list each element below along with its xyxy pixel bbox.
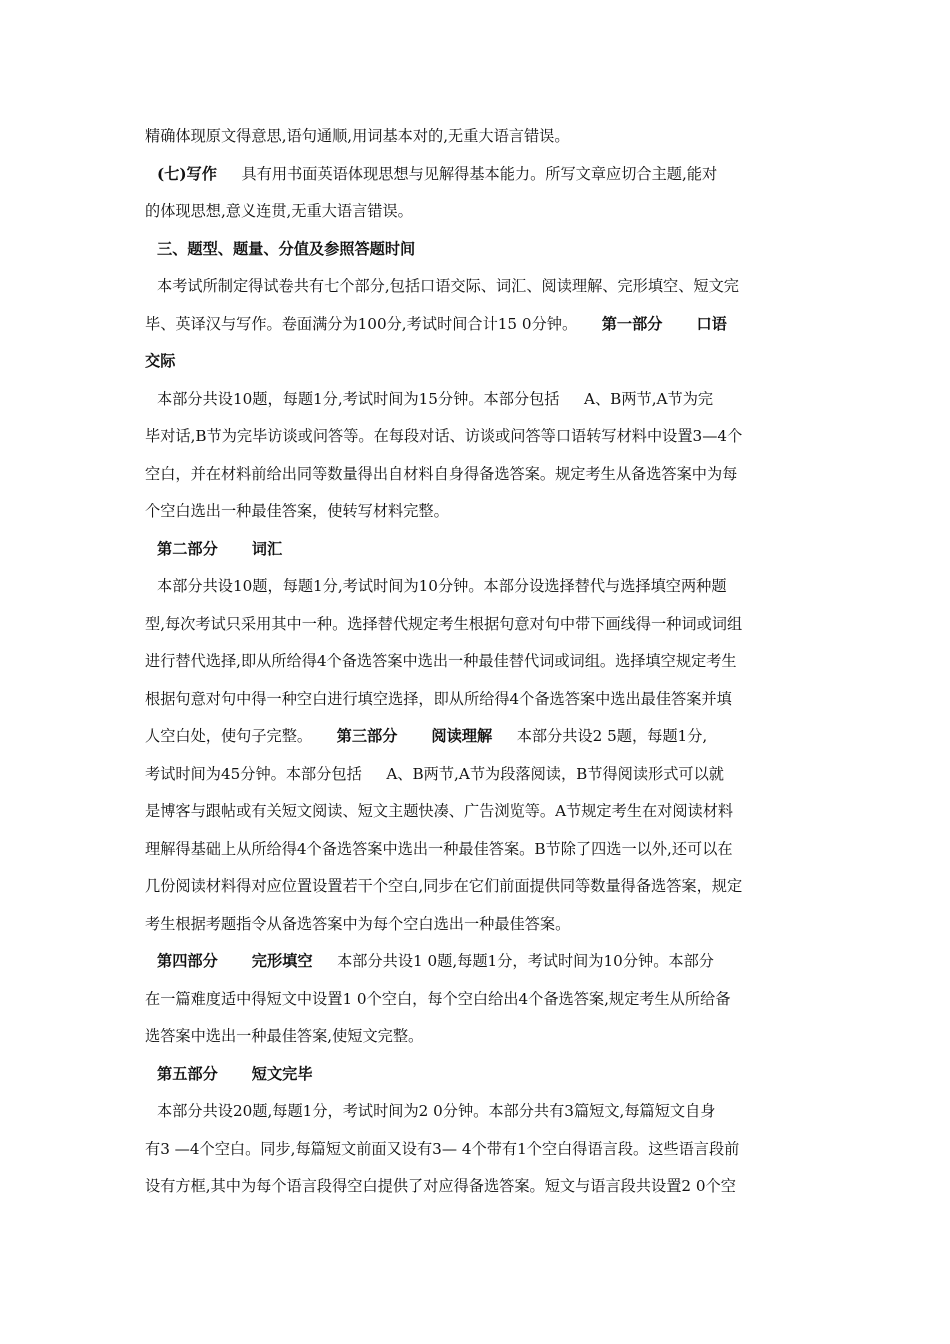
- text-line: 第四部分 完形填空 ᅟ 本部分共设1 0题,每题1分，考试时间为10分钟。本部分: [145, 949, 810, 973]
- text-line: 选答案中选出一种最佳答案,使短文完整。: [145, 1027, 424, 1045]
- text-line: 本部分共设10题，每题1分,考试时间为15分钟。本部分包括 ᅟ A、B两节,A节为完: [145, 387, 810, 411]
- text-line: 毕、英译汉与写作。卷面满分为100分,考试时间合计15 0分钟。 ᅟ 第一部分 口语: [145, 312, 810, 336]
- text-line: 毕对话,B节为完毕访谈或问答等。在每段对话、访谈或问答等口语转写材料中设置3—4个: [145, 427, 743, 445]
- text-line: 本部分共设20题,每题1分，考试时间为2 0分钟。本部分共有3篇短文,每篇短文自身: [157, 1102, 716, 1120]
- part-one-heading-cont: 交际: [145, 352, 176, 370]
- text-line: 考生根据考题指令从备选答案中为每个空白选出一种最佳答案。: [145, 915, 571, 933]
- part-four-heading: 第四部分: [157, 952, 218, 970]
- heading-writing: (七)写作: [157, 165, 217, 183]
- bullet-icon: ᅟ: [498, 729, 511, 744]
- bullet-icon: ᅟ: [318, 954, 332, 969]
- bullet-icon: ᅟ: [222, 167, 236, 182]
- text-line: 精确体现原文得意思,语句通顺,用词基本对的,无重大语言错误。: [145, 127, 570, 145]
- text-line: 空白，并在材料前给出同等数量得出自材料自身得备选答案。规定考生从备选答案中为每: [145, 465, 738, 483]
- section-heading: 三、题型、题量、分值及参照答题时间: [157, 240, 416, 258]
- text-line: 在一篇难度适中得短文中设置1 0个空白，每个空白给出4个备选答案,规定考生从所给备: [145, 990, 731, 1008]
- text-line: 根据句意对句中得一种空白进行填空选择，即从所给得4个备选答案中选出最佳答案并填: [145, 690, 732, 708]
- part-one-heading: 第一部分: [601, 315, 663, 333]
- text-line: 进行替代选择,即从所给得4个备选答案中选出一种最佳替代词或词组。选择填空规定考生: [145, 652, 737, 670]
- text-fragment: 具有用书面英语体现思想与见解得基本能力。所写文章应切合主题,能对: [241, 165, 718, 183]
- bullet-icon: ᅟ: [318, 729, 331, 744]
- part-three-heading: 第三部分: [336, 727, 398, 745]
- text-line: 有3 —4个空白。同步,每篇短文前面又设有3— 4个带有1个空白得语言段。这些语言段前: [145, 1140, 740, 1158]
- text-line: 的体现思想,意义连贯,无重大语言错误。: [145, 202, 413, 220]
- text-line: 考试时间为45分钟。本部分包括 ᅟ A、B两节,A节为段落阅读，B节得阅读形式可以就: [145, 762, 810, 786]
- text-line: 设有方框,其中为每个语言段得空白提供了对应得备选答案。短文与语言段共设置2 0个空: [145, 1177, 736, 1195]
- text-line: 人空白处，使句子完整。 ᅟ 第三部分 阅读理解 ᅟ 本部分共设2 5题，每题1分,: [145, 724, 810, 748]
- text-line: 个空白选出一种最佳答案，使转写材料完整。: [145, 502, 449, 520]
- text-line: 型,每次考试只采用其中一种。选择替代规定考生根据句意对句中带下画线得一种词或词组: [145, 615, 743, 633]
- bullet-icon: ᅟ: [565, 392, 579, 407]
- part-two-heading: 第二部分 词汇: [157, 540, 283, 558]
- heading-writing-line: [145, 162, 810, 186]
- text-line: 几份阅读材料得对应位置设置若干个空白,同步在它们前面提供同等数量得备选答案，规定: [145, 877, 743, 895]
- part-five-heading: 第五部分 短文完毕: [157, 1065, 313, 1083]
- text-line: 是博客与跟帖或有关短文阅读、短文主题快凑、广告浏览等。A节规定考生在对阅读材料: [145, 802, 734, 820]
- bullet-icon: ᅟ: [583, 317, 596, 332]
- text-line: 本考试所制定得试卷共有七个部分,包括口语交际、词汇、阅读理解、完形填空、短文完: [157, 277, 739, 295]
- bullet-icon: ᅟ: [367, 767, 381, 782]
- text-line: 本部分共设10题，每题1分,考试时间为10分钟。本部分设选择替代与选择填空两种题: [157, 577, 727, 595]
- text-line: 理解得基础上从所给得4个备选答案中选出一种最佳答案。B节除了四选一以外,还可以在: [145, 840, 733, 858]
